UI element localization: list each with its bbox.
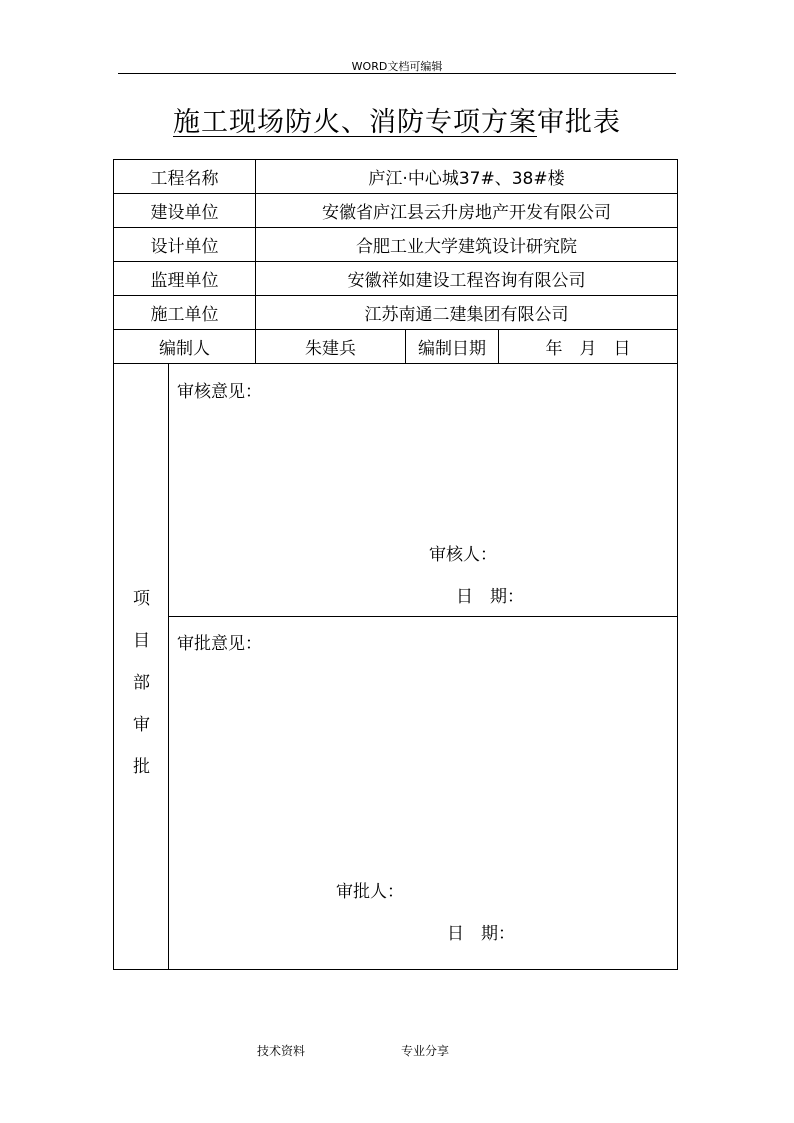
side-char-5: 批 <box>133 757 150 777</box>
side-char-4: 审 <box>133 715 150 735</box>
header-rule <box>118 73 676 74</box>
review-section <box>169 364 677 617</box>
approval-opinion-label: 审批意见： <box>177 634 262 654</box>
approval-form <box>113 159 678 970</box>
contractor-label: 施工单位 <box>114 296 256 329</box>
title-underlined: 施工现场防火、消防专项方案 <box>173 107 537 138</box>
designer-label: 设计单位 <box>114 228 256 261</box>
approver-label: 审批人： <box>336 882 404 902</box>
page-title <box>0 100 794 139</box>
row-supervisor <box>114 262 677 296</box>
side-char-1: 项 <box>133 589 150 609</box>
review-date-label: 日 期： <box>456 587 524 607</box>
compile-date-value: 年 月 日 <box>545 339 631 359</box>
footer-right: 专业分享 <box>401 1044 450 1058</box>
developer-label: 建设单位 <box>114 194 256 227</box>
header-text: WORD文档可编辑 <box>351 60 443 73</box>
approval-date-label: 日 期： <box>447 924 515 944</box>
review-opinion-label: 审核意见： <box>177 382 262 402</box>
row-developer <box>114 194 677 228</box>
compiler-label: 编制人 <box>114 330 256 363</box>
row-contractor <box>114 296 677 330</box>
row-designer <box>114 228 677 262</box>
title-rest: 审批表 <box>537 107 621 138</box>
footer-left: 技术资料 <box>257 1044 306 1058</box>
contractor-value: 江苏南通二建集团有限公司 <box>364 305 569 325</box>
designer-value: 合肥工业大学建筑设计研究院 <box>356 237 577 257</box>
supervisor-label: 监理单位 <box>114 262 256 295</box>
side-char-3: 部 <box>133 673 150 693</box>
developer-value: 安徽省庐江县云升房地产开发有限公司 <box>322 203 611 223</box>
compile-date-label: 编制日期 <box>406 330 499 363</box>
project-name-label: 工程名称 <box>114 160 256 193</box>
reviewer-label: 审核人： <box>429 545 497 565</box>
compiler-name: 朱建兵 <box>256 330 406 363</box>
approval-section <box>169 617 677 969</box>
supervisor-value: 安徽祥如建设工程咨询有限公司 <box>347 271 586 291</box>
row-compiler <box>114 330 677 364</box>
side-char-2: 目 <box>133 631 150 651</box>
row-project-name <box>114 160 677 194</box>
project-name-value: 庐江·中心城37#、38#楼 <box>368 169 565 189</box>
project-dept-approval-label <box>114 364 169 969</box>
